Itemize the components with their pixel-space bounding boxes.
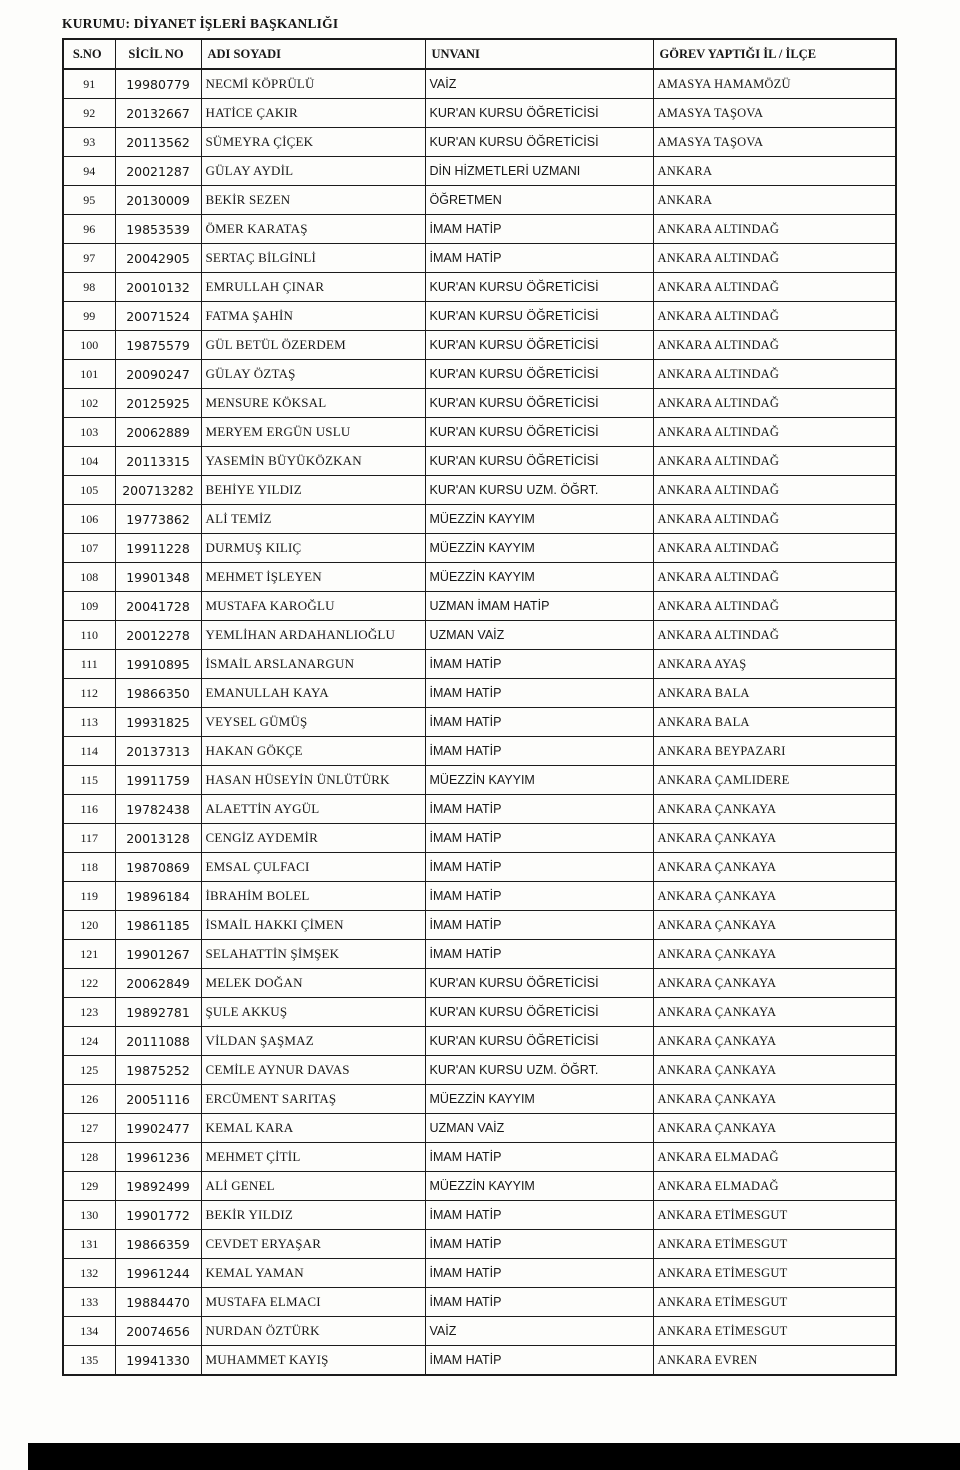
table-row [63,679,896,708]
cell-gorev-il-ilce: ANKARA ALTINDAĞ [653,418,896,447]
cell-adi-soyadi: KEMAL KARA [201,1114,425,1143]
cell-sicil-no: 19911228 [115,534,201,563]
cell-sicil-no: 20051116 [115,1085,201,1114]
cell-unvani: KUR'AN KURSU ÖĞRETİCİSİ [425,389,653,418]
cell-sno: 134 [63,1317,115,1346]
table-row [63,1172,896,1201]
cell-sno: 109 [63,592,115,621]
cell-adi-soyadi: NECMİ KÖPRÜLÜ [201,69,425,99]
cell-unvani: KUR'AN KURSU ÖĞRETİCİSİ [425,969,653,998]
cell-sicil-no: 19901348 [115,563,201,592]
cell-sno: 132 [63,1259,115,1288]
cell-adi-soyadi: HASAN HÜSEYİN ÜNLÜTÜRK [201,766,425,795]
cell-sicil-no: 19870869 [115,853,201,882]
cell-adi-soyadi: MEHMET İŞLEYEN [201,563,425,592]
cell-sicil-no: 20130009 [115,186,201,215]
cell-sno: 126 [63,1085,115,1114]
cell-sno: 98 [63,273,115,302]
cell-sicil-no: 20013128 [115,824,201,853]
cell-sno: 120 [63,911,115,940]
column-header-sicil-no: SİCİL NO [115,39,201,69]
cell-sno: 100 [63,331,115,360]
table-header-row [63,39,896,69]
cell-adi-soyadi: EMRULLAH ÇINAR [201,273,425,302]
cell-adi-soyadi: MENSURE KÖKSAL [201,389,425,418]
table-row [63,1259,896,1288]
cell-sicil-no: 19902477 [115,1114,201,1143]
table-row [63,1143,896,1172]
table-row [63,128,896,157]
cell-adi-soyadi: İSMAİL ARSLANARGUN [201,650,425,679]
cell-adi-soyadi: SERTAÇ BİLGİNLİ [201,244,425,273]
cell-sicil-no: 19782438 [115,795,201,824]
cell-gorev-il-ilce: ANKARA ÇANKAYA [653,911,896,940]
cell-sicil-no: 19853539 [115,215,201,244]
cell-unvani: İMAM HATİP [425,824,653,853]
cell-gorev-il-ilce: AMASYA TAŞOVA [653,99,896,128]
cell-gorev-il-ilce: ANKARA [653,186,896,215]
table-row [63,534,896,563]
table-row [63,998,896,1027]
cell-adi-soyadi: ÖMER KARATAŞ [201,215,425,244]
cell-sno: 114 [63,737,115,766]
cell-gorev-il-ilce: ANKARA ETİMESGUT [653,1259,896,1288]
cell-unvani: İMAM HATİP [425,1288,653,1317]
table-row [63,505,896,534]
cell-adi-soyadi: VİLDAN ŞAŞMAZ [201,1027,425,1056]
cell-adi-soyadi: YASEMİN BÜYÜKÖZKAN [201,447,425,476]
cell-sicil-no: 19892499 [115,1172,201,1201]
scan-artifact-bar [28,1443,960,1470]
cell-sno: 99 [63,302,115,331]
cell-gorev-il-ilce: ANKARA ÇANKAYA [653,853,896,882]
cell-gorev-il-ilce: ANKARA ELMADAĞ [653,1172,896,1201]
cell-gorev-il-ilce: ANKARA ÇANKAYA [653,1027,896,1056]
table-row [63,795,896,824]
cell-unvani: KUR'AN KURSU ÖĞRETİCİSİ [425,331,653,360]
cell-gorev-il-ilce: ANKARA EVREN [653,1346,896,1376]
cell-gorev-il-ilce: ANKARA ÇANKAYA [653,940,896,969]
cell-sno: 113 [63,708,115,737]
table-row [63,853,896,882]
cell-gorev-il-ilce: ANKARA ALTINDAĞ [653,360,896,389]
cell-unvani: MÜEZZİN KAYYIM [425,505,653,534]
cell-sicil-no: 20111088 [115,1027,201,1056]
cell-sno: 94 [63,157,115,186]
cell-unvani: ÖĞRETMEN [425,186,653,215]
cell-unvani: KUR'AN KURSU ÖĞRETİCİSİ [425,128,653,157]
cell-unvani: İMAM HATİP [425,708,653,737]
cell-sicil-no: 20010132 [115,273,201,302]
cell-sicil-no: 20113562 [115,128,201,157]
cell-sicil-no: 20071524 [115,302,201,331]
cell-adi-soyadi: FATMA ŞAHİN [201,302,425,331]
cell-sicil-no: 19875579 [115,331,201,360]
cell-sno: 111 [63,650,115,679]
cell-adi-soyadi: MELEK DOĞAN [201,969,425,998]
cell-sicil-no: 19861185 [115,911,201,940]
cell-adi-soyadi: EMANULLAH KAYA [201,679,425,708]
cell-gorev-il-ilce: ANKARA ÇANKAYA [653,795,896,824]
table-body [63,69,896,1375]
cell-gorev-il-ilce: ANKARA [653,157,896,186]
cell-gorev-il-ilce: ANKARA ÇANKAYA [653,1114,896,1143]
table-row [63,737,896,766]
cell-sno: 92 [63,99,115,128]
cell-sno: 124 [63,1027,115,1056]
cell-gorev-il-ilce: ANKARA ELMADAĞ [653,1143,896,1172]
cell-sicil-no: 19866350 [115,679,201,708]
cell-unvani: İMAM HATİP [425,679,653,708]
table-row [63,708,896,737]
cell-gorev-il-ilce: ANKARA BALA [653,679,896,708]
cell-adi-soyadi: EMSAL ÇULFACI [201,853,425,882]
cell-sicil-no: 19961244 [115,1259,201,1288]
cell-adi-soyadi: HATİCE ÇAKIR [201,99,425,128]
table-row [63,1230,896,1259]
cell-sno: 131 [63,1230,115,1259]
table-row [63,186,896,215]
cell-adi-soyadi: CEMİLE AYNUR DAVAS [201,1056,425,1085]
cell-sicil-no: 20090247 [115,360,201,389]
personnel-table [62,38,897,1376]
cell-unvani: KUR'AN KURSU ÖĞRETİCİSİ [425,447,653,476]
cell-gorev-il-ilce: ANKARA ETİMESGUT [653,1317,896,1346]
cell-gorev-il-ilce: ANKARA ALTINDAĞ [653,476,896,505]
cell-adi-soyadi: BEKİR SEZEN [201,186,425,215]
cell-adi-soyadi: SÜMEYRA ÇİÇEK [201,128,425,157]
cell-sicil-no: 19911759 [115,766,201,795]
cell-adi-soyadi: MUHAMMET KAYIŞ [201,1346,425,1376]
cell-sno: 117 [63,824,115,853]
table-row [63,389,896,418]
cell-adi-soyadi: CENGİZ AYDEMİR [201,824,425,853]
cell-gorev-il-ilce: ANKARA ALTINDAĞ [653,244,896,273]
cell-unvani: İMAM HATİP [425,215,653,244]
cell-unvani: KUR'AN KURSU ÖĞRETİCİSİ [425,273,653,302]
cell-unvani: DİN HİZMETLERİ UZMANI [425,157,653,186]
cell-unvani: İMAM HATİP [425,795,653,824]
cell-adi-soyadi: GÜLAY ÖZTAŞ [201,360,425,389]
table-row [63,1114,896,1143]
cell-unvani: İMAM HATİP [425,1143,653,1172]
cell-unvani: KUR'AN KURSU ÖĞRETİCİSİ [425,360,653,389]
cell-gorev-il-ilce: ANKARA ÇANKAYA [653,1056,896,1085]
cell-unvani: UZMAN VAİZ [425,1114,653,1143]
cell-adi-soyadi: VEYSEL GÜMÜŞ [201,708,425,737]
cell-sicil-no: 19980779 [115,69,201,99]
cell-sno: 118 [63,853,115,882]
cell-adi-soyadi: ALAETTİN AYGÜL [201,795,425,824]
cell-adi-soyadi: GÜLAY AYDİL [201,157,425,186]
cell-adi-soyadi: ERCÜMENT SARITAŞ [201,1085,425,1114]
cell-sno: 130 [63,1201,115,1230]
cell-unvani: KUR'AN KURSU ÖĞRETİCİSİ [425,302,653,331]
cell-gorev-il-ilce: ANKARA ÇANKAYA [653,1085,896,1114]
table-row [63,215,896,244]
column-header-unvani: UNVANI [425,39,653,69]
cell-unvani: MÜEZZİN KAYYIM [425,563,653,592]
cell-sicil-no: 19901267 [115,940,201,969]
table-row [63,447,896,476]
cell-unvani: KUR'AN KURSU ÖĞRETİCİSİ [425,418,653,447]
cell-gorev-il-ilce: ANKARA ÇANKAYA [653,882,896,911]
cell-sno: 97 [63,244,115,273]
table-row [63,766,896,795]
cell-sno: 103 [63,418,115,447]
table-row [63,882,896,911]
cell-unvani: İMAM HATİP [425,1201,653,1230]
table-row [63,1317,896,1346]
cell-unvani: MÜEZZİN KAYYIM [425,1172,653,1201]
cell-gorev-il-ilce: ANKARA ALTINDAĞ [653,331,896,360]
table-row [63,273,896,302]
table-row [63,1201,896,1230]
table-row [63,1288,896,1317]
cell-sicil-no: 19901772 [115,1201,201,1230]
cell-gorev-il-ilce: ANKARA ALTINDAĞ [653,621,896,650]
cell-unvani: İMAM HATİP [425,1346,653,1376]
cell-sicil-no: 20074656 [115,1317,201,1346]
cell-adi-soyadi: ALİ GENEL [201,1172,425,1201]
table-row [63,1056,896,1085]
cell-unvani: İMAM HATİP [425,244,653,273]
cell-unvani: VAİZ [425,1317,653,1346]
table-row [63,1346,896,1376]
cell-sno: 106 [63,505,115,534]
cell-sicil-no: 19773862 [115,505,201,534]
cell-gorev-il-ilce: ANKARA ETİMESGUT [653,1230,896,1259]
column-header-sno: S.NO [63,39,115,69]
cell-unvani: MÜEZZİN KAYYIM [425,1085,653,1114]
cell-sicil-no: 20132667 [115,99,201,128]
cell-sicil-no: 19931825 [115,708,201,737]
cell-unvani: UZMAN VAİZ [425,621,653,650]
cell-sno: 135 [63,1346,115,1376]
cell-gorev-il-ilce: AMASYA HAMAMÖZÜ [653,69,896,99]
cell-adi-soyadi: ŞULE AKKUŞ [201,998,425,1027]
cell-gorev-il-ilce: ANKARA ALTINDAĞ [653,563,896,592]
document-title: KURUMU: DİYANET İŞLERİ BAŞKANLIĞI [62,16,339,31]
cell-sno: 121 [63,940,115,969]
table-row [63,360,896,389]
cell-gorev-il-ilce: ANKARA ALTINDAĞ [653,534,896,563]
cell-sicil-no: 19884470 [115,1288,201,1317]
cell-sicil-no: 20021287 [115,157,201,186]
cell-gorev-il-ilce: ANKARA ALTINDAĞ [653,505,896,534]
cell-adi-soyadi: KEMAL YAMAN [201,1259,425,1288]
cell-sno: 108 [63,563,115,592]
cell-sicil-no: 20041728 [115,592,201,621]
table-row [63,621,896,650]
cell-sno: 93 [63,128,115,157]
cell-sno: 101 [63,360,115,389]
table-row [63,563,896,592]
cell-sicil-no: 200713282 [115,476,201,505]
cell-unvani: İMAM HATİP [425,1259,653,1288]
cell-gorev-il-ilce: ANKARA ALTINDAĞ [653,447,896,476]
cell-gorev-il-ilce: ANKARA ALTINDAĞ [653,273,896,302]
cell-adi-soyadi: BEKİR YILDIZ [201,1201,425,1230]
cell-unvani: İMAM HATİP [425,911,653,940]
cell-sicil-no: 20113315 [115,447,201,476]
cell-gorev-il-ilce: AMASYA TAŞOVA [653,128,896,157]
cell-sno: 105 [63,476,115,505]
cell-unvani: UZMAN İMAM HATİP [425,592,653,621]
cell-unvani: KUR'AN KURSU ÖĞRETİCİSİ [425,99,653,128]
cell-sicil-no: 20062889 [115,418,201,447]
cell-sicil-no: 19941330 [115,1346,201,1376]
cell-adi-soyadi: NURDAN ÖZTÜRK [201,1317,425,1346]
cell-unvani: İMAM HATİP [425,940,653,969]
table-row [63,1085,896,1114]
cell-sno: 133 [63,1288,115,1317]
cell-gorev-il-ilce: ANKARA BEYPAZARI [653,737,896,766]
cell-sno: 129 [63,1172,115,1201]
cell-sno: 115 [63,766,115,795]
table-row [63,69,896,99]
cell-adi-soyadi: HAKAN GÖKÇE [201,737,425,766]
cell-adi-soyadi: MEHMET ÇİTİL [201,1143,425,1172]
cell-gorev-il-ilce: ANKARA BALA [653,708,896,737]
cell-unvani: İMAM HATİP [425,1230,653,1259]
cell-adi-soyadi: YEMLİHAN ARDAHANLIOĞLU [201,621,425,650]
cell-gorev-il-ilce: ANKARA ALTINDAĞ [653,215,896,244]
cell-adi-soyadi: İSMAİL HAKKI ÇİMEN [201,911,425,940]
table-row [63,418,896,447]
cell-gorev-il-ilce: ANKARA ETİMESGUT [653,1201,896,1230]
cell-sno: 127 [63,1114,115,1143]
cell-adi-soyadi: İBRAHİM BOLEL [201,882,425,911]
cell-sno: 123 [63,998,115,1027]
cell-sicil-no: 19875252 [115,1056,201,1085]
cell-adi-soyadi: ALİ TEMİZ [201,505,425,534]
table-row [63,592,896,621]
cell-unvani: KUR'AN KURSU UZM. ÖĞRT. [425,1056,653,1085]
cell-adi-soyadi: GÜL BETÜL ÖZERDEM [201,331,425,360]
cell-unvani: İMAM HATİP [425,853,653,882]
table-row [63,331,896,360]
cell-sicil-no: 19866359 [115,1230,201,1259]
cell-adi-soyadi: MUSTAFA KAROĞLU [201,592,425,621]
cell-sicil-no: 19910895 [115,650,201,679]
cell-adi-soyadi: CEVDET ERYAŞAR [201,1230,425,1259]
cell-gorev-il-ilce: ANKARA ALTINDAĞ [653,302,896,331]
cell-gorev-il-ilce: ANKARA ETİMESGUT [653,1288,896,1317]
cell-sno: 91 [63,69,115,99]
cell-sicil-no: 20012278 [115,621,201,650]
table-row [63,824,896,853]
cell-adi-soyadi: MERYEM ERGÜN USLU [201,418,425,447]
cell-sno: 110 [63,621,115,650]
cell-adi-soyadi: MUSTAFA ELMACI [201,1288,425,1317]
cell-unvani: KUR'AN KURSU ÖĞRETİCİSİ [425,1027,653,1056]
cell-sno: 107 [63,534,115,563]
cell-sicil-no: 20062849 [115,969,201,998]
cell-sno: 128 [63,1143,115,1172]
cell-sno: 116 [63,795,115,824]
cell-unvani: MÜEZZİN KAYYIM [425,534,653,563]
cell-unvani: MÜEZZİN KAYYIM [425,766,653,795]
cell-gorev-il-ilce: ANKARA ÇAMLIDERE [653,766,896,795]
cell-unvani: KUR'AN KURSU ÖĞRETİCİSİ [425,998,653,1027]
cell-gorev-il-ilce: ANKARA ÇANKAYA [653,998,896,1027]
table-row [63,244,896,273]
cell-sno: 102 [63,389,115,418]
cell-sno: 125 [63,1056,115,1085]
table-row [63,99,896,128]
cell-gorev-il-ilce: ANKARA ALTINDAĞ [653,389,896,418]
table-row [63,157,896,186]
cell-gorev-il-ilce: ANKARA ALTINDAĞ [653,592,896,621]
cell-sno: 96 [63,215,115,244]
table-row [63,969,896,998]
cell-sno: 112 [63,679,115,708]
cell-sicil-no: 19892781 [115,998,201,1027]
cell-sicil-no: 20137313 [115,737,201,766]
cell-sicil-no: 19896184 [115,882,201,911]
cell-sno: 104 [63,447,115,476]
cell-gorev-il-ilce: ANKARA ÇANKAYA [653,969,896,998]
cell-sicil-no: 20042905 [115,244,201,273]
table-row [63,911,896,940]
cell-adi-soyadi: BEHİYE YILDIZ [201,476,425,505]
cell-sno: 122 [63,969,115,998]
cell-sicil-no: 20125925 [115,389,201,418]
table-row [63,476,896,505]
column-header-gorev-il-ilce: GÖREV YAPTIĞI İL / İLÇE [653,39,896,69]
cell-unvani: İMAM HATİP [425,650,653,679]
cell-adi-soyadi: SELAHATTİN ŞİMŞEK [201,940,425,969]
cell-adi-soyadi: DURMUŞ KILIÇ [201,534,425,563]
cell-unvani: İMAM HATİP [425,882,653,911]
cell-sicil-no: 19961236 [115,1143,201,1172]
cell-gorev-il-ilce: ANKARA AYAŞ [653,650,896,679]
cell-sno: 95 [63,186,115,215]
cell-sno: 119 [63,882,115,911]
cell-gorev-il-ilce: ANKARA ÇANKAYA [653,824,896,853]
table-row [63,940,896,969]
table-row [63,650,896,679]
cell-unvani: VAİZ [425,69,653,99]
cell-unvani: İMAM HATİP [425,737,653,766]
table-row [63,302,896,331]
cell-unvani: KUR'AN KURSU UZM. ÖĞRT. [425,476,653,505]
table-row [63,1027,896,1056]
column-header-adi-soyadi: ADI SOYADI [201,39,425,69]
